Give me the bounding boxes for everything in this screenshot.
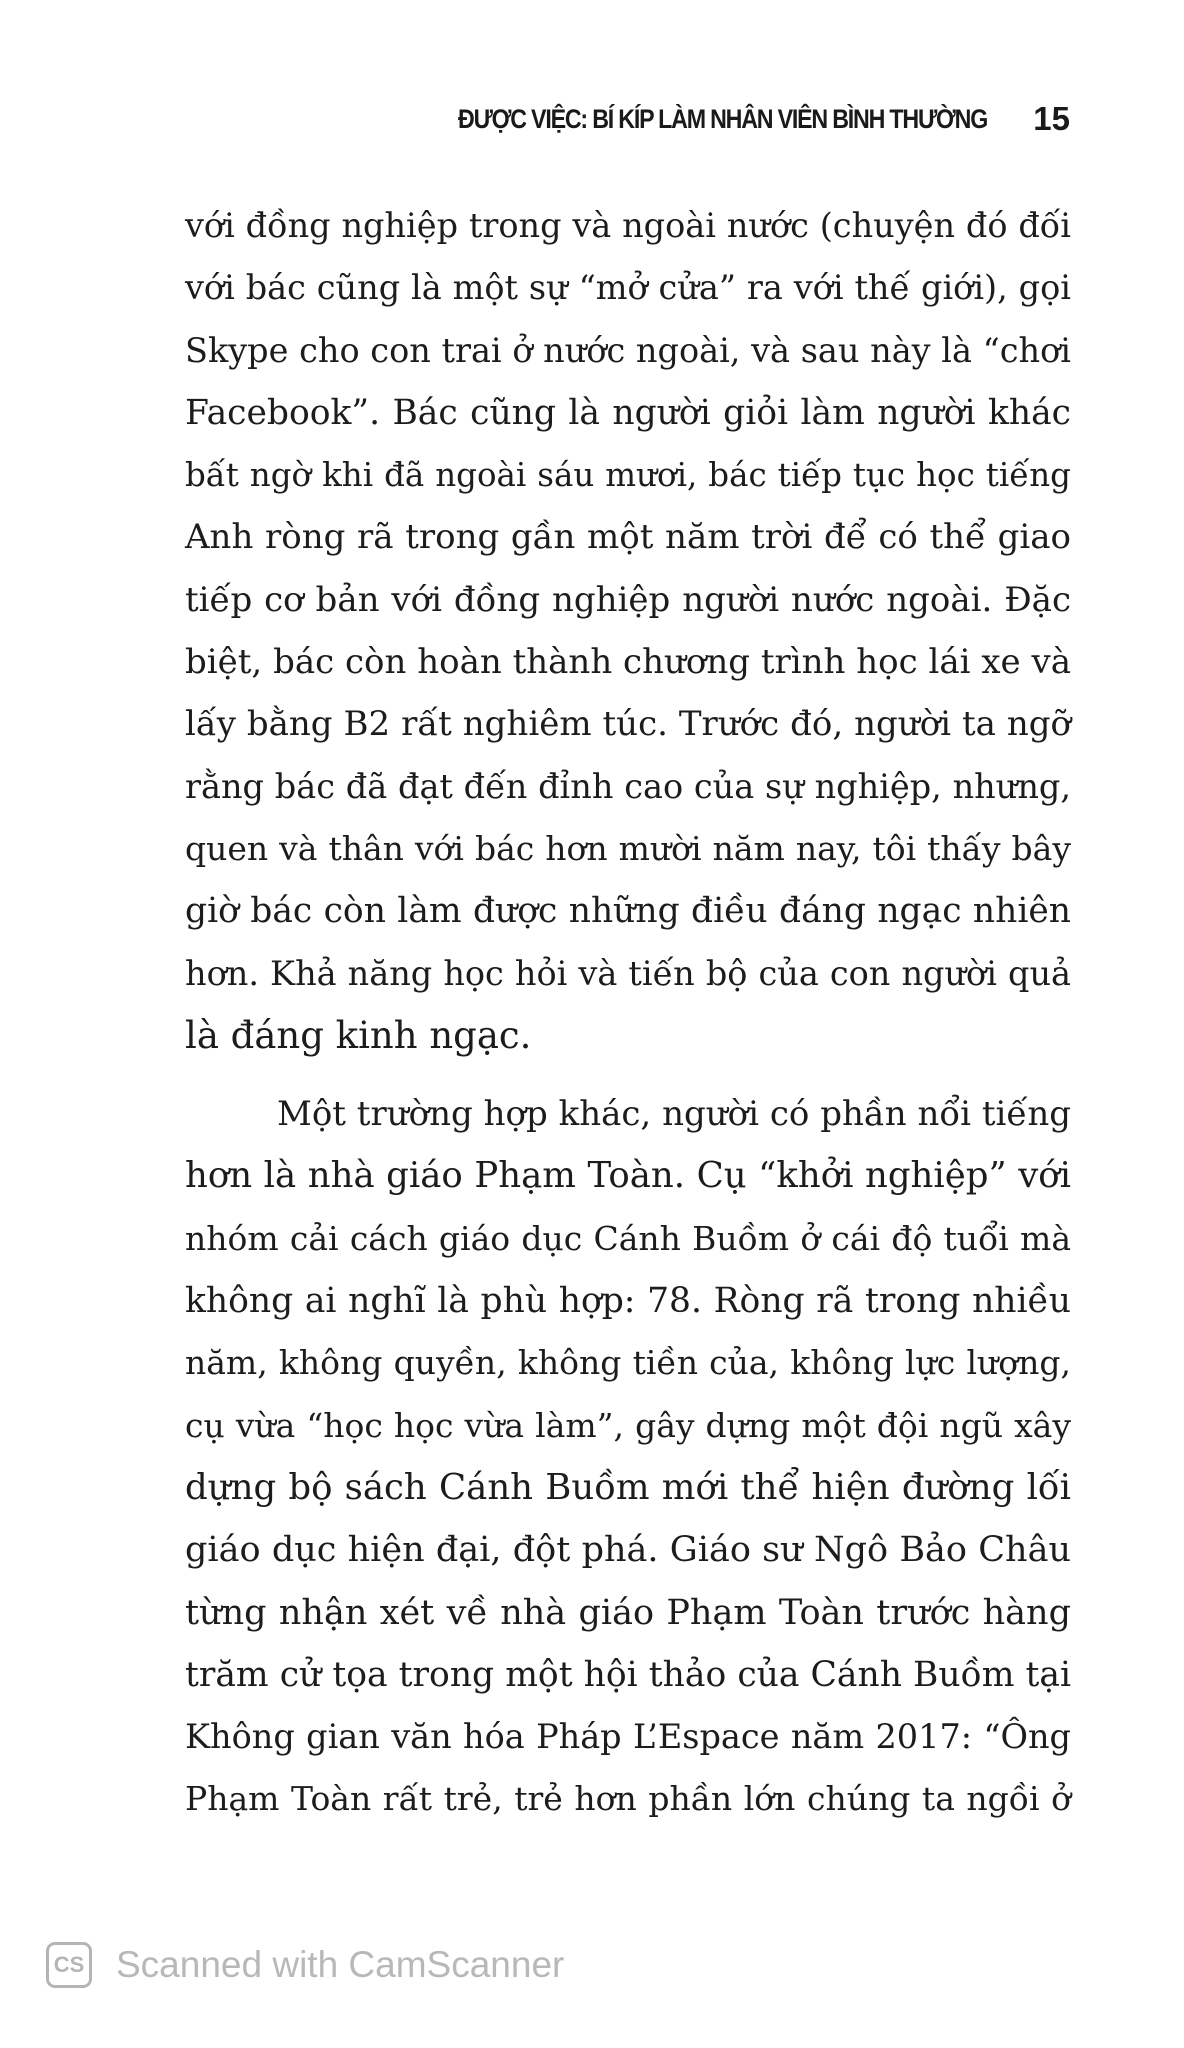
text-line: Phạm Toàn rất trẻ, trẻ hơn phần lớn chúng ta ngồi ở	[185, 1779, 1071, 1819]
text-line: Anh ròng rã trong gần một năm trời để có thể giao	[185, 517, 1071, 558]
text-line: Facebook”. Bác cũng là người giỏi làm người khác	[185, 392, 1071, 433]
camscanner-logo-icon: CS	[46, 1942, 92, 1988]
text-line: hơn. Khả năng học hỏi và tiến bộ của con người quả	[185, 953, 1071, 993]
text-line: với đồng nghiệp trong và ngoài nước (chuyện đó đối	[185, 206, 1071, 245]
running-head	[400, 100, 1070, 140]
text-line: từng nhận xét về nhà giáo Phạm Toàn trước hàng	[185, 1592, 1071, 1633]
text-line: dựng bộ sách Cánh Buồm mới thể hiện đường lối	[185, 1466, 1071, 1508]
body-text	[185, 195, 1071, 1831]
text-line: giáo dục hiện đại, đột phá. Giáo sư Ngô Bảo Châu	[185, 1530, 1071, 1571]
text-line: trăm cử tọa trong một hội thảo của Cánh Buồm tại	[185, 1654, 1071, 1695]
running-title: ĐƯỢC VIỆC: BÍ KÍP LÀM NHÂN VIÊN BÌNH THƯỜNG	[458, 104, 988, 134]
text-line: Skype cho con trai ở nước ngoài, và sau này là “chơi	[185, 330, 1071, 370]
text-line: quen và thân với bác hơn mười năm nay, tôi thấy bây	[185, 828, 1071, 868]
text-line: bất ngờ khi đã ngoài sáu mươi, bác tiếp tục học tiếng	[185, 456, 1071, 495]
text-line: giờ bác còn làm được những điều đáng ngạc nhiên	[185, 891, 1071, 932]
text-line: là đáng kinh ngạc.	[185, 1013, 532, 1057]
text-line: Một trường hợp khác, người có phần nổi tiếng	[277, 1094, 1071, 1135]
text-line: biệt, bác còn hoàn thành chương trình học lái xe và	[185, 642, 1071, 683]
watermark-text: Scanned with CamScanner	[116, 1944, 565, 1985]
text-line: với bác cũng là một sự “mở cửa” ra với thế giới), gọi	[185, 268, 1071, 308]
text-line: nhóm cải cách giáo dục Cánh Buồm ở cái độ tuổi mà	[185, 1218, 1071, 1258]
text-line: rằng bác đã đạt đến đỉnh cao của sự nghiệp, nhưng,	[185, 766, 1071, 806]
paragraph-gap	[185, 1067, 1071, 1083]
text-line: Không gian văn hóa Pháp L’Espace năm 2017: “Ông	[185, 1717, 1071, 1757]
text-line: cụ vừa “học học vừa làm”, gây dựng một đội ngũ xây	[185, 1405, 1071, 1445]
text-line: tiếp cơ bản với đồng nghiệp người nước ngoài. Đặc	[185, 579, 1071, 620]
text-line: lấy bằng B2 rất nghiêm túc. Trước đó, người ta ngỡ	[185, 704, 1071, 745]
page-number: 15	[1033, 100, 1070, 137]
camscanner-watermark	[46, 1942, 646, 1992]
text-line: hơn là nhà giáo Phạm Toàn. Cụ “khởi nghiệp” với	[185, 1155, 1071, 1197]
text-line: năm, không quyền, không tiền của, không lực lượng,	[185, 1343, 1071, 1383]
text-line: không ai nghĩ là phù hợp: 78. Ròng rã trong nhiều	[185, 1281, 1071, 1322]
